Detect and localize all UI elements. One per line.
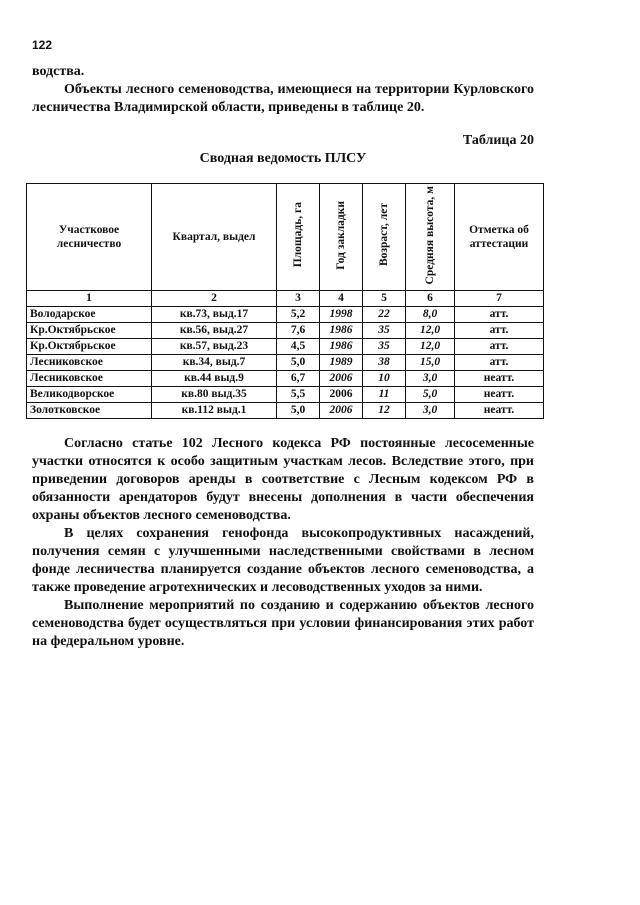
- col-number: 2: [152, 291, 277, 307]
- cell-year: 1986: [320, 323, 363, 339]
- cell-height: 3,0: [406, 403, 455, 419]
- cell-quarter: кв.44 выд.9: [152, 371, 277, 387]
- col-number: 4: [320, 291, 363, 307]
- table-row: [27, 355, 544, 371]
- cell-district: Золотковское: [27, 403, 152, 419]
- cell-attestation: неатт.: [455, 403, 544, 419]
- table-row: [27, 371, 544, 387]
- cell-year: 2006: [320, 371, 363, 387]
- col-number: 7: [455, 291, 544, 307]
- cell-age: 11: [363, 387, 406, 403]
- paragraph-genefund: В целях сохранения генофонда высокопродуктивных насаждений, получения семян с улучшенными наследственными свойствами в лесном фонде лесничества планируется создание объектов лесного семеноводства, а также проведение агротехнических и лесоводственных уходов за ними.: [32, 526, 534, 595]
- cell-year: 2006: [320, 387, 363, 403]
- header-district: Участковое лесничество: [27, 184, 152, 291]
- cell-height: 12,0: [406, 323, 455, 339]
- table-row: [27, 323, 544, 339]
- cell-district: Кр.Октябрьское: [27, 323, 152, 339]
- cell-quarter: кв.112 выд.1: [152, 403, 277, 419]
- table-row: [27, 387, 544, 403]
- cell-height: 15,0: [406, 355, 455, 371]
- cell-attestation: атт.: [455, 307, 544, 323]
- col-number: 3: [277, 291, 320, 307]
- col-number: 6: [406, 291, 455, 307]
- cell-area: 7,6: [277, 323, 320, 339]
- table-row: [27, 403, 544, 419]
- body-text: [32, 435, 534, 651]
- cell-height: 5,0: [406, 387, 455, 403]
- cell-attestation: атт.: [455, 323, 544, 339]
- cell-age: 38: [363, 355, 406, 371]
- table-row: [27, 339, 544, 355]
- cell-age: 12: [363, 403, 406, 419]
- cell-quarter: кв.56, выд.27: [152, 323, 277, 339]
- cell-district: Великодворское: [27, 387, 152, 403]
- header-area: Площадь, га: [277, 184, 320, 291]
- cell-attestation: атт.: [455, 339, 544, 355]
- table-label: Таблица 20: [462, 133, 534, 148]
- cell-area: 6,7: [277, 371, 320, 387]
- paragraph-forest-code: Согласно статье 102 Лесного кодекса РФ постоянные лесосеменные участки относятся к особо защитным участкам лесов. Вследствие этого, при приведении договоров аренды в соответствие с Лесным кодексом РФ в обязанности арендаторов будут внесены дополнения в части обеспечения охраны объектов лесного семеноводства.: [32, 436, 534, 523]
- cell-quarter: кв.80 выд.35: [152, 387, 277, 403]
- cell-age: 22: [363, 307, 406, 323]
- cell-age: 35: [363, 323, 406, 339]
- header-age: Возраст, лет: [363, 184, 406, 291]
- col-number: 1: [27, 291, 152, 307]
- cell-quarter: кв.57, выд.23: [152, 339, 277, 355]
- cell-age: 10: [363, 371, 406, 387]
- header-height: Средняя высота, м: [406, 184, 455, 291]
- header-quarter: Квартал, выдел: [152, 184, 277, 291]
- cell-district: Лесниковское: [27, 355, 152, 371]
- cell-quarter: кв.34, выд.7: [152, 355, 277, 371]
- cell-year: 1989: [320, 355, 363, 371]
- cell-age: 35: [363, 339, 406, 355]
- table-number-row: [27, 291, 544, 307]
- cell-year: 2006: [320, 403, 363, 419]
- intro-paragraph: Объекты лесного семеноводства, имеющиеся на территории Курловского лесничества Владимирской области, приведены в таблице 20.: [32, 82, 534, 115]
- cell-area: 5,0: [277, 355, 320, 371]
- cell-year: 1998: [320, 307, 363, 323]
- plsu-summary-table: [26, 183, 544, 419]
- intro-line: водства.: [32, 64, 85, 79]
- cell-year: 1986: [320, 339, 363, 355]
- paragraph-financing: Выполнение мероприятий по созданию и содержанию объектов лесного семеноводства будет осуществляться при условии финансирования этих работ на федеральном уровне.: [32, 598, 534, 649]
- cell-district: Лесниковское: [27, 371, 152, 387]
- table-header-row: [27, 184, 544, 291]
- cell-area: 5,2: [277, 307, 320, 323]
- intro-text: [32, 63, 534, 117]
- cell-quarter: кв.73, выд.17: [152, 307, 277, 323]
- cell-area: 5,5: [277, 387, 320, 403]
- table-row: [27, 307, 544, 323]
- cell-attestation: неатт.: [455, 387, 544, 403]
- cell-height: 8,0: [406, 307, 455, 323]
- cell-area: 4,5: [277, 339, 320, 355]
- cell-district: Володарское: [27, 307, 152, 323]
- col-number: 5: [363, 291, 406, 307]
- cell-height: 3,0: [406, 371, 455, 387]
- cell-area: 5,0: [277, 403, 320, 419]
- table-title: Сводная ведомость ПЛСУ: [199, 151, 367, 166]
- cell-district: Кр.Октябрьское: [27, 339, 152, 355]
- cell-height: 12,0: [406, 339, 455, 355]
- header-attestation: Отметка об аттестации: [455, 184, 544, 291]
- page-number: 122: [32, 38, 53, 52]
- cell-attestation: неатт.: [455, 371, 544, 387]
- cell-attestation: атт.: [455, 355, 544, 371]
- header-year: Год закладки: [320, 184, 363, 291]
